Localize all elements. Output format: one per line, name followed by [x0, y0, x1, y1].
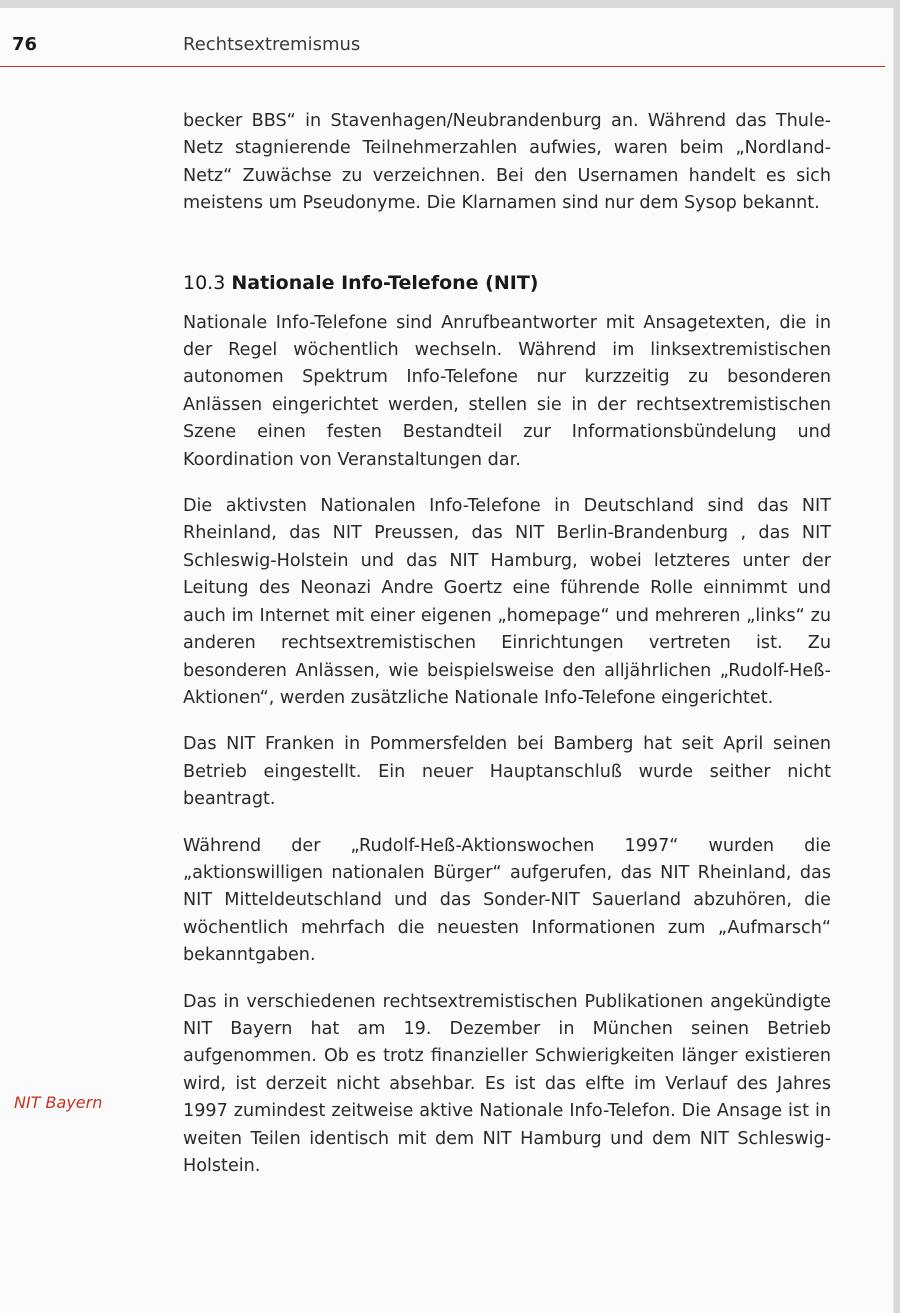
margin-note: NIT Bayern — [14, 1093, 103, 1112]
paragraph: Das NIT Franken in Pommersfelden bei Bamberg hat seit April seinen Betrieb eingestellt. Ein neuer Hauptanschluß wurde seither nicht beantragt. — [183, 734, 831, 810]
section-title: Nationale Info-Telefone (NIT) — [231, 271, 539, 294]
page-number: 76 — [12, 34, 38, 55]
paragraph: Nationale Info-Telefone sind Anrufbeantworter mit Ansagetexten, die in der Regel wöchentlich wechseln. Während im linksextremistischen autonomen Spektrum Info-Telefone nur kurzzeitig zu besonderen Anlässen eingerichtet werden, stellen sie in der rechtsextremistischen Szene einen festen Bestandteil zur Informationsbündelung und Koordination von Veranstaltungen dar. — [183, 312, 831, 470]
document-page — [0, 8, 894, 1313]
running-header — [0, 8, 885, 67]
body-text — [183, 108, 831, 1199]
intro-paragraph: becker BBS“ in Stavenhagen/Neubrandenburg an. Während das Thule-Netz stagnierende Teilnehmerzahlen aufwies, waren beim „Nordland-Netz“ Zuwächse zu verzeichnen. Bei den Usernamen handelt es sich meistens um Pseudonyme. Die Klarnamen sind nur dem Sysop bekannt. — [183, 111, 831, 214]
running-title: Rechtsextremismus — [183, 34, 361, 55]
section-heading — [183, 270, 831, 297]
paragraph: Während der „Rudolf-Heß-Aktionswochen 1997“ wurden die „aktionswilligen nationalen Bürger“ aufgerufen, das NIT Rheinland, das NIT Mitteldeutschland und das Sonder-NIT Sauerland abzuhören, die wöchentlich mehrfach die neuesten Informationen zum „Aufmarsch“ bekanntgaben. — [183, 835, 831, 966]
paragraph: Die aktivsten Nationalen Info-Telefone in Deutschland sind das NIT Rheinland, das NIT Preussen, das NIT Berlin-Brandenburg , das NIT Schleswig-Holstein und das NIT Hamburg, wobei letzteres unter der Leitung des Neonazi Andre Goertz eine führende Rolle einnimmt und auch im Internet mit einer eigenen „homepage“ und mehreren „links“ zu anderen rechtsextremistischen Einrichtungen vertreten ist. Zu besonderen Anlässen, wie beispielsweise den alljährlichen „Rudolf-Heß-Aktionen“, werden zusätzliche Nationale Info-Telefone eingerichtet. — [183, 496, 831, 708]
section-number: 10.3 — [183, 271, 226, 294]
paragraph-nit-bayern: Das in verschiedenen rechtsextremistischen Publikationen angekündigte NIT Bayern hat am 19. Dezember in München seinen Betrieb aufgenommen. Ob es trotz finanzieller Schwierigkeiten länger existieren wird, ist derzeit nicht absehbar. Es ist das elfte im Verlauf des Jahres 1997 zumindest zeitweise aktive Nationale Info-Telefon. Die Ansage ist in weiten Teilen identisch mit dem NIT Hamburg und dem NIT Schleswig-Holstein. — [183, 991, 831, 1176]
